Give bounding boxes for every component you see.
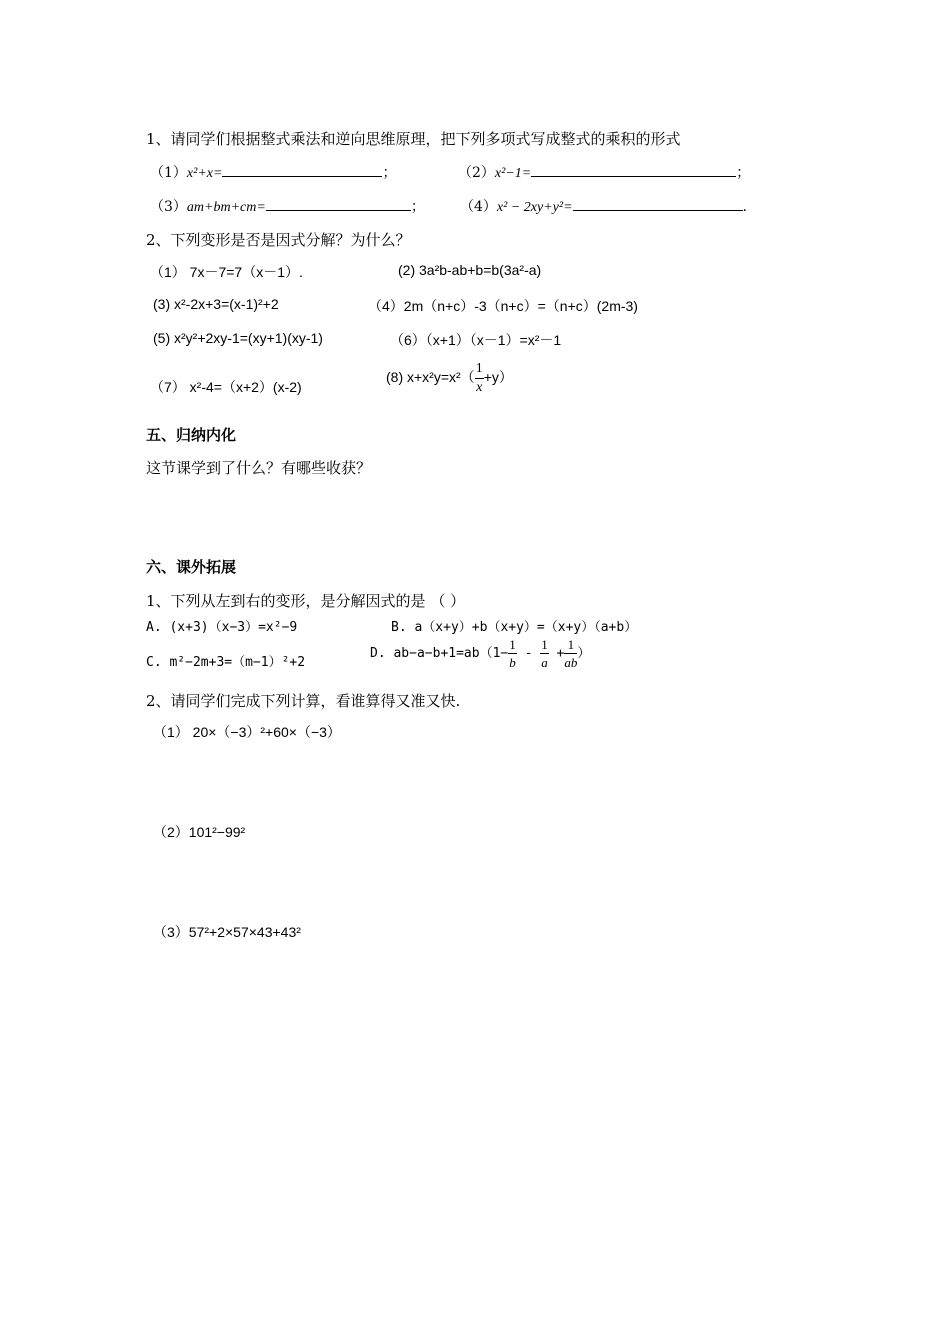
section-5-heading: 五、归纳内化 bbox=[146, 426, 237, 444]
calc-1: （1） 20×（−3）²+60×（−3） bbox=[153, 724, 341, 740]
fraction-numerator: 1 bbox=[541, 637, 548, 652]
fraction-one-over-b bbox=[508, 638, 517, 669]
option-c: C. m²−2m+3=（m−1）²+2 bbox=[146, 655, 306, 670]
item-expr: x² − 2xy+y²= bbox=[496, 200, 573, 215]
item-label: （4） bbox=[460, 199, 497, 215]
fraction-bar bbox=[508, 653, 517, 654]
fraction-one-over-ab bbox=[564, 638, 577, 669]
option-b: B. a（x+y）+b（x+y）=（x+y）（a+b） bbox=[391, 620, 638, 635]
fraction-denominator: a bbox=[541, 655, 548, 670]
q2-item-1: （1） 7x－7=7（x－1）. bbox=[150, 264, 303, 280]
operator-plus: + bbox=[556, 646, 565, 661]
question-1-title: 1、请同学们根据整式乘法和逆向思维原理，把下列多项式写成整式的乘积的形式 bbox=[146, 130, 681, 148]
item-end: ； bbox=[736, 165, 751, 181]
answer-blank[interactable] bbox=[531, 162, 736, 177]
fraction-denominator: b bbox=[509, 655, 516, 670]
item-end: ； bbox=[382, 165, 397, 181]
q1-item-2 bbox=[458, 162, 750, 182]
calc-2: （2）101²−99² bbox=[153, 824, 246, 840]
fraction-bar bbox=[475, 378, 484, 379]
extension-q1-title: 1、下列从左到右的变形，是分解因式的是 （ ） bbox=[146, 592, 466, 610]
option-d bbox=[370, 638, 590, 669]
item-end: . bbox=[742, 199, 747, 215]
q1-item-3 bbox=[150, 196, 425, 216]
answer-blank[interactable] bbox=[573, 196, 743, 211]
q2-item-7: （7） x²-4=（x+2）(x-2) bbox=[150, 379, 302, 395]
operator-minus: - bbox=[524, 646, 533, 661]
fraction-bar bbox=[564, 653, 577, 654]
q1-item-4 bbox=[460, 196, 747, 216]
option-d-prefix: D. ab−a−b+1=ab（1− bbox=[370, 646, 509, 661]
fraction-numerator: 1 bbox=[475, 361, 483, 376]
fraction-denominator: ab bbox=[564, 655, 578, 670]
q1-item-1 bbox=[150, 162, 396, 182]
fraction-numerator: 1 bbox=[567, 637, 575, 652]
item-8-prefix: (8) x+x²y=x²（ bbox=[386, 369, 475, 386]
item-label: （3） bbox=[150, 199, 187, 215]
option-a: A. (x+3)（x−3）=x²−9 bbox=[146, 620, 298, 635]
item-label: （1） bbox=[150, 165, 187, 181]
item-expr: x²+x= bbox=[186, 166, 223, 181]
fraction-bar bbox=[540, 653, 549, 654]
extension-q2-title: 2、请同学们完成下列计算，看谁算得又准又快. bbox=[146, 692, 461, 710]
section-6-heading: 六、课外拓展 bbox=[146, 558, 237, 576]
fraction-one-over-x bbox=[475, 362, 484, 395]
item-expr: x²−1= bbox=[494, 166, 532, 181]
q2-item-5: (5) x²y²+2xy-1=(xy+1)(xy-1) bbox=[153, 330, 323, 346]
item-end: ； bbox=[410, 199, 425, 215]
item-expr: am+bm+cm= bbox=[186, 200, 266, 215]
q2-item-4: （4）2m（n+c）-3（n+c）=（n+c）(2m-3) bbox=[368, 298, 638, 314]
item-8-suffix: +y） bbox=[483, 369, 513, 386]
fraction-denominator: x bbox=[476, 380, 483, 395]
q2-item-6: （6）（x+1）（x－1）=x²－1 bbox=[390, 332, 562, 348]
fraction-numerator: 1 bbox=[509, 637, 516, 652]
q2-item-2: (2) 3a²b-ab+b=b(3a²-a) bbox=[398, 262, 542, 278]
calc-3: （3）57²+2×57×43+43² bbox=[153, 924, 301, 940]
question-2-title: 2、下列变形是否是因式分解？为什么？ bbox=[146, 231, 411, 249]
section-5-text: 这节课学到了什么？有哪些收获？ bbox=[146, 459, 372, 477]
item-label: （2） bbox=[458, 165, 495, 181]
q2-item-3: (3) x²-2x+3=(x-1)²+2 bbox=[153, 296, 279, 312]
q2-item-8 bbox=[386, 362, 513, 395]
option-d-suffix: ） bbox=[577, 646, 591, 661]
answer-blank[interactable] bbox=[266, 196, 411, 211]
fraction-one-over-a bbox=[540, 638, 549, 669]
answer-blank[interactable] bbox=[222, 162, 382, 177]
